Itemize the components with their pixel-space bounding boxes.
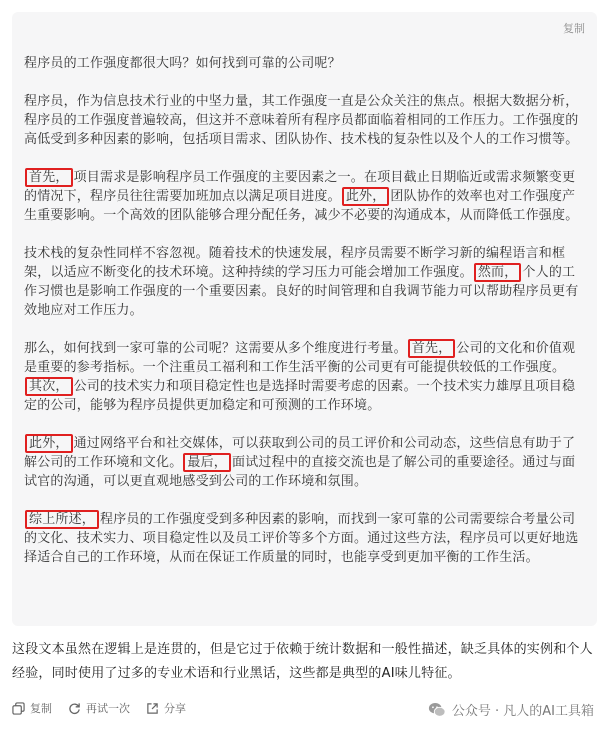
paragraph-text: 那么，如何找到一家可靠的公司呢？这需要从多个维度进行考量。 [24,341,407,356]
watermark-text: 公众号 · 凡人的AI工具箱 [451,704,594,719]
research-paragraph [24,434,580,491]
ai-comment: 这段文本虽然在逻辑上是连贯的，但是它过于依赖于统计数据和一般性描述，缺乏具体的实例和个人经验，同时使用了过多的专业术语和行业黑话，这些都是典型的AI味儿特征。 [12,642,593,681]
copy-button[interactable] [12,700,52,716]
paragraph-text: 技术栈的复杂性同样不容忽视。随着技术的快速发展，程序员需要不断学习新的编程语言和框架，以适应不断变化的技术环境。这种持续的学习压力可能会增加工作强度。 [24,246,566,280]
highlight-marker: 最后， [183,453,231,472]
watermark [428,700,594,719]
copy-code-button[interactable]: 复制 [563,22,585,35]
paragraph-text: 公司的文化和价值观是重要的参考指标。一个注重员工福利和工作生活平衡的公司更有可能提供较低的工作强度。 [24,341,576,375]
highlight-marker: 此外， [25,434,73,453]
copy-label: 复制 [30,702,52,715]
paragraph-text: 项目需求是影响程序员工作强度的主要因素之一。在项目截止日期临近或需求频繁变更的情况下，程序员往往需要加班加点以满足项目进度。 [24,170,576,204]
intro-paragraph: 程序员，作为信息技术行业的中坚力量，其工作强度一直是公众关注的焦点。根据大数据分析，程序员的工作强度普遍较高，但这并不意味着所有程序员都面临着相同的工作压力。工作强度的高低受到多种因素的影响，包括项目需求、团队协作、技术栈的复杂性以及个人的工作习惯等。 [24,94,579,147]
generated-text [24,54,580,586]
tech-stack-paragraph [24,244,580,320]
highlight-marker: 首先， [408,339,456,358]
retry-button[interactable] [68,700,130,716]
message-actions [12,698,202,718]
paragraph-text: 公司的技术实力和项目稳定性也是选择时需要考虑的因素。一个技术实力雄厚且项目稳定的公司，能够为程序员提供更加稳定和可预测的工作环境。 [24,379,576,413]
highlight-marker: 其次， [25,377,73,396]
company-paragraph [24,339,580,415]
share-icon [146,702,159,715]
wechat-icon [428,701,446,719]
question-paragraph: 程序员的工作强度都很大吗？如何找到可靠的公司呢？ [24,56,341,71]
paragraph-text: 团队协作的效率也对工作强度产生重要影响。一个高效的团队能够合理分配任务，减少不必要的沟通成本，从而降低工作强度。 [24,189,579,223]
highlight-marker: 首先， [25,168,73,187]
copy-icon [12,702,25,715]
highlight-marker: 然而， [474,263,522,282]
highlight-marker: 综上所述， [25,510,99,529]
paragraph-text: 通过网络平台和社交媒体，可以获取到公司的员工评价和公司动态，这些信息有助于了解公司的工作环境和文化。 [24,436,576,470]
paragraph-text: 程序员的工作强度受到多种因素的影响，而找到一家可靠的公司需要综合考量公司的文化、技术实力、项目稳定性以及员工评价等多个方面。通过这些方法，程序员可以更好地选择适合自己的工作环境，从而在保证工作质量的同时，也能享受到更加平衡的工作生活。 [24,512,579,565]
paragraph-text: 面试过程中的直接交流也是了解公司的重要途径。通过与面试官的沟通，可以更直观地感受到公司的工作环境和氛围。 [24,455,576,489]
retry-label: 再试一次 [86,702,130,715]
code-block [12,12,597,626]
conclusion-paragraph [24,510,580,567]
refresh-icon [68,702,81,715]
share-button[interactable] [146,700,186,716]
share-label: 分享 [164,702,186,715]
factors-paragraph [24,168,580,225]
paragraph-text: 个人的工作习惯也是影响工作强度的一个重要因素。良好的时间管理和自我调节能力可以帮助程序员更有效地应对工作压力。 [24,265,579,318]
highlight-marker: 此外， [342,187,390,206]
